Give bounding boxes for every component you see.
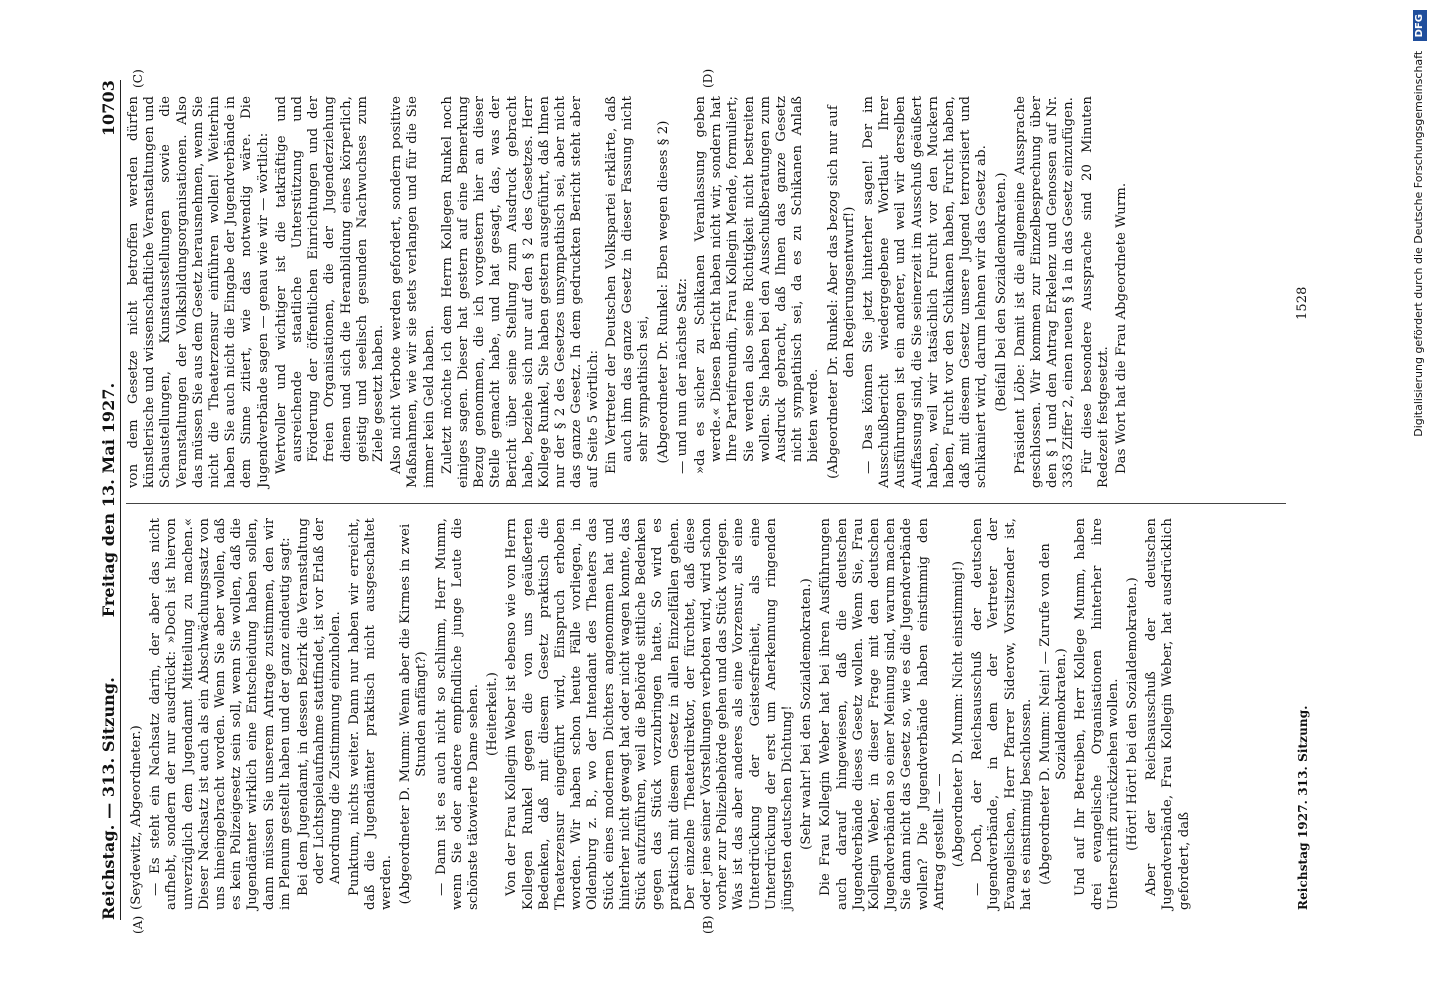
paragraph: — Dann ist es auch nicht so schlimm, Herr Mumm, wenn Sie oder andere empfindliche junge Leute die schönste tätowierte Dame sehen. bbox=[433, 518, 482, 910]
margin-mark-b: (B) bbox=[701, 915, 715, 934]
paragraph: — Doch, der Reichsausschuß der deutschen Jugendverbände, in dem der Vertreter der Evangelischen, Herr Pfarrer Siderow, Vorsitzender ist, hat es einstimmig beschlossen. bbox=[970, 518, 1034, 910]
dfg-logo: DFG bbox=[1413, 10, 1427, 41]
header-left: Reichstag. — 313. Sitzung. bbox=[98, 677, 118, 920]
interjection: (Abgeordneter D. Mumm: Wenn aber die Kirmes in zwei Stunden anfängt?) bbox=[398, 523, 430, 905]
paragraph: Zuletzt möchte ich dem Herrn Kollegen Runkel noch einiges sagen. Dieser hat gestern auf eine Bemerkung Bezug genommen, die ich vorgestern hier an dieser Stelle gemacht habe, und hat gesagt, das, was der Bericht über seine Stellung zum Ausdruck gebracht habe, beziehe sich nur auf den § 2 des Gesetzes. Herr Kollege Runkel, Sie haben gestern ausgeführt, daß Ihnen nur der § 2 des Gesetzes unsympathisch sei, aber nicht das ganze Gesetz. In dem gedruckten Bericht steht aber auf Seite 5 wörtlich: bbox=[439, 96, 601, 488]
left-column bbox=[126, 518, 1195, 910]
margin-mark-d: (D) bbox=[701, 68, 715, 88]
page-content bbox=[90, 60, 1330, 940]
interjection: (Abgeordneter D. Mumm: Nicht einstimmig!) bbox=[950, 560, 966, 868]
paragraph: Punktum, nichts weiter. Dann nur haben wir erreicht, daß die Jugendämter praktisch nicht ausgeschaltet werden. bbox=[346, 518, 395, 910]
interjection: (Abgeordneter Dr. Runkel: Aber das bezog sich nur auf den Regierungsentwurf!) bbox=[825, 105, 857, 479]
paragraph: Aber der Reichsausschuß der deutschen Jugendverbände, Frau Kollegin Weber, hat ausdrücklich gefordert, daß bbox=[1144, 518, 1192, 910]
quote: Ein Vertreter der Deutschen Volkspartei erklärte, daß auch ihm das ganze Gesetz in dieser Fassung nicht sehr sympathisch sei, bbox=[603, 96, 652, 474]
quote: Wertvoller und wichtiger ist die tatkräftige und ausreichende staatliche Unterstützung und Förderung der öffentlichen Einrichtungen und der freien Organisationen, die der Jugenderziehung dienen und sich die Heranbildung eines körperlich, geistig und seelisch gesunden Nachwuchses zum Ziele gesetzt haben. bbox=[273, 96, 387, 474]
paragraph: Die Frau Kollegin Weber hat bei ihren Ausführungen auch darauf hingewiesen, daß die deutschen Jugendverbände dieses Gesetz wollen. Wenn Sie, Frau Kollegin Weber, in dieser Frage mit den deutschen Jugendverbänden so einer Meinung sind, warum machen Sie dann nicht das Gesetz so, wie es die Jugendverbände wollen? Die Jugendverbände haben einstimmig den Antrag gestellt — — bbox=[818, 518, 947, 910]
digitization-note bbox=[1408, 10, 1430, 990]
header-page-number: 10703 bbox=[98, 80, 118, 137]
paragraph: Von der Frau Kollegin Weber ist ebenso wie von Herrn Kollegen Runkel gegen die von uns geäußerten Bedenken, daß mit diesem Gesetz praktisch die Theaterzensur eingeführt wird, Einspruch erhoben worden. Wir haben schon heute Fälle vorliegen, in Oldenburg z. B., wo der Intendant des Theaters das Stück eines modernen Dichters angenommen hat und hinterher nicht gewagt hat oder nicht wagen konnte, das Stück aufzuführen, weil die Behörde sittliche Bedenken gegen das Stück vorzubringen hatte. So wird es praktisch mit diesem Gesetz in allen Einzelfällen gehen. Der einzelne Theaterdirektor, der fürchtet, daß diese oder jene seiner Vorstellungen verboten wird, wird schon vorher zur Polizeibehörde gehen und das Stück vorlegen. Was ist das aber anderes als eine Vorzensur, als eine Unterdrückung der Geistesfreiheit, als eine Unterdrückung der erst um Anerkennung ringenden jüngsten deutschen Dichtung! bbox=[504, 518, 795, 910]
paragraph: Präsident Löbe: Damit ist die allgemeine Aussprache geschlossen. Wir kommen zur Einzelbesprechung über den § 1 und den Antrag Erkelenz und Genossen auf Nr. 3363 Ziffer 2, einen neuen § 1a in das Gesetz einzufügen. bbox=[1012, 96, 1077, 488]
column-divider bbox=[126, 503, 1286, 504]
interjection: (Hört! Hört! bei den Sozialdemokraten.) bbox=[1124, 577, 1140, 851]
paragraph: von dem Gesetze nicht betroffen werden dürfen künstlerische und wissenschaftliche Veranstaltungen und Schaustellungen, Kunstausstellungen sowie die Veranstaltungen der Volksbildungsorganisationen. Also das müssen Sie aus dem Gesetz herausnehmen, wenn Sie nicht die Theaterzensur einführen wollen! Weiterhin haben Sie auch nicht die Eingabe der Jugendverbände in dem Sinne zitiert, wie das notwendig wäre. Die Jugendverbände sagen — genau wie wir — wörtlich: bbox=[126, 96, 271, 488]
quote: »da es sicher zu Schikanen Veranlassung geben werde.« Diesen Bericht haben nicht wir, sondern hat Ihre Parteifreundin, Frau Kollegin Mende, formuliert; Sie werden also seine Richtigkeit nicht bestreiten wollen. Sie haben bei den Ausschußberatungen zum Ausdruck gebracht, daß Ihnen das ganze Gesetz nicht sympathisch sei, da es zu Schikanen Anlaß bieten werde. bbox=[692, 96, 822, 474]
speaker-line: (Seydewitz, Abgeordneter.) bbox=[129, 725, 144, 910]
interjection: (Abgeordneter D. Mumm: Nein! — Zurufe von den Sozialdemokraten.) bbox=[1037, 543, 1070, 885]
interjection: (Heiterkeit.) bbox=[485, 671, 501, 757]
paragraph: — Das können Sie jetzt hinterher sagen! Der im Ausschußbericht wiedergegebene Wortlaut Ihrer Ausführungen ist ein anderer, und weil wir derselben Auffassung sind, die Sie seinerzeit im Ausschuß geäußert haben, weil wir tatsächlich Furcht vor den Muckern haben, Furcht vor den Schikanen haben, Furcht haben, daß mit diesem Gesetz unsere Jugend terrorisiert und schikaniert wird, darum lehnen wir das Gesetz ab. bbox=[860, 96, 990, 488]
page-header bbox=[98, 80, 121, 920]
margin-mark-a: (A) bbox=[131, 915, 145, 934]
paragraph: Das Wort hat die Frau Abgeordnete Wurm. bbox=[1113, 182, 1129, 474]
paragraph: Also nicht Verbote werden gefordert, sondern positive Maßnahmen, wie wir sie stets verlangen und für die Sie immer kein Geld haben. bbox=[389, 96, 437, 488]
page-footer: Reichstag 1927. 313. Sitzung. bbox=[1296, 705, 1310, 910]
paragraph: Für diese besondere Aussprache sind 20 Minuten Redezeit festgesetzt. bbox=[1079, 96, 1111, 488]
header-date: Freitag den 13. Mai 1927. bbox=[98, 382, 118, 618]
paragraph: — und nun der nächste Satz: bbox=[674, 278, 690, 474]
interjection: (Beifall bei den Sozialdemokraten.) bbox=[993, 172, 1009, 412]
paragraph: Und auf Ihr Betreiben, Herr Kollege Mumm, haben drei evangelische Organisationen hinterher ihre Unterschrift zurückziehen wollen. bbox=[1073, 518, 1121, 910]
funding-note: Digitalisierung gefördert durch die Deutsche Forschungsgemeinschaft bbox=[1412, 50, 1425, 437]
right-column bbox=[126, 96, 1132, 488]
interjection: (Abgeordneter Dr. Runkel: Eben wegen dieses § 2) bbox=[655, 120, 671, 464]
paragraph: — Es steht ein Nachsatz darin, der aber das nicht aufhebt, sondern der nur ausdrückt: »Doch ist hiervon unverzüglich dem Jugendamt Mitteilung zu machen.« Dieser Nachsatz ist auch als ein Abschwächungssatz von uns hineingebracht worden. Wenn Sie aber wollen, daß es kein Polizeigesetz sein soll, wenn Sie wollen, daß die Jugendämter wirklich eine Entscheidung haben sollen, dann müssen Sie unserem Antrage zustimmen, den wir im Plenum gestellt haben und der ganz eindeutig sagt: bbox=[148, 518, 293, 910]
scanned-page bbox=[90, 60, 1330, 940]
sheet-number: 1528 bbox=[1295, 286, 1310, 320]
margin-mark-c: (C) bbox=[131, 69, 145, 88]
quote: Bei dem Jugendamt, in dessen Bezirk die Veranstaltung oder Lichtspielaufnahme stattfindet, ist vor Erlaß der Anordnung die Zustimmung einzuholen. bbox=[296, 518, 344, 896]
interjection: (Sehr wahr! bei den Sozialdemokraten.) bbox=[799, 578, 815, 850]
digitization-note-text bbox=[1408, 10, 1430, 990]
